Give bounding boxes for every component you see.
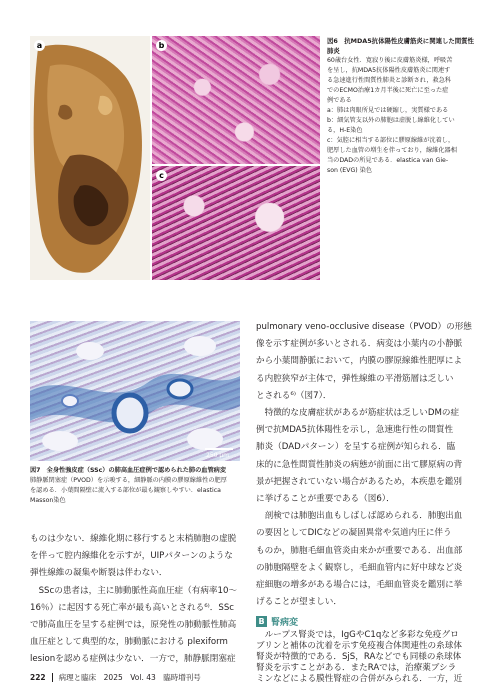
page-number: 222	[30, 673, 46, 682]
body-line: 16％）に起因する死亡率が最も高いとされる⁶⁾．SSc	[30, 602, 235, 613]
body-line: ものか，肺胞毛細血管炎由来かが重要である．出血部	[256, 545, 463, 556]
figure6-caption-line: 肥厚した血管の増生を伴っており，線維化器相	[327, 147, 457, 154]
body-line: に挙げることが重要である（図6）．	[256, 494, 395, 505]
body-line: 症細胞の増多がある場合には，毛細血管炎を鑑別に挙	[256, 580, 463, 591]
body-line: を伴って腔内線維化を示すが，UIPパターンのような	[30, 551, 233, 562]
gross-lung-image	[30, 36, 150, 280]
body-line: げることが望ましい．	[256, 597, 342, 608]
section-title: 腎病変	[271, 618, 299, 628]
body-line: ブリンと補体の沈着を示す免疫複合体関連性の糸球体	[256, 641, 462, 651]
figure6-caption	[327, 36, 477, 176]
body-line: 例で抗MDA5抗体陽性を示し，急速進行性の間質性	[256, 425, 454, 436]
figure7-caption	[30, 466, 245, 506]
figure6c-evg-stain-micrograph	[152, 166, 320, 280]
body-line: 弾性線維の凝集や断裂は伴わない．	[30, 568, 168, 579]
body-line: 剖検では肺胞出血もしばしば認められる．肺胞出血	[256, 511, 463, 522]
figure6b-he-stain-micrograph	[152, 36, 320, 164]
body-line: pulmonary veno-occlusive disease（PVOD）の形態	[256, 322, 472, 332]
page-footer	[30, 672, 201, 683]
left-column-body	[30, 531, 245, 669]
figure6a-gross-lung-photo	[30, 36, 150, 280]
section-number-badge: B	[256, 616, 267, 627]
body-line: の肺胞隔壁をよく観察し，毛細血管内に好中球など炎	[256, 562, 463, 573]
body-line: 像を示す症例が多いとされる．病変は小葉内の小静脈	[256, 339, 463, 350]
figure6-caption-line: c：気腔に相当する部位に膠原線維が沈着し，	[327, 137, 455, 144]
figure6-caption-line: 当のDADの所見である．elastica van Gie-	[327, 157, 449, 164]
body-line: 腎炎が特徴的である．SjS，RAなどでも同様の糸球体	[256, 652, 462, 662]
right-column-body-bottom	[256, 630, 471, 685]
scale-bar	[205, 448, 233, 450]
figure6-caption-line: でのECMO治療1カ月半後に死亡に至った症	[327, 87, 449, 94]
body-line: とされる⁶⁾（図7）．	[256, 390, 332, 401]
panel-label-c: c	[156, 170, 167, 181]
body-line: 肺炎（DADパターン）を呈する症例が知られる．臨	[256, 442, 456, 453]
journal-name: 病理と臨床 2025 Vol. 43 臨時増刊号	[58, 673, 201, 682]
body-line: の要因としてDICなどの凝固異常や気道内圧に伴う	[256, 528, 452, 539]
body-line: から小葉間静脈において，内膜の膠原線維性肥厚によ	[256, 356, 463, 367]
body-line: 特徴的な皮膚症状があるが筋症状は乏しいDMの症	[256, 408, 460, 419]
body-line: で肺高血圧を呈する症例では，原発性の肺動脈性肺高	[30, 620, 237, 631]
figure6-caption-line: 60歳台女性．寛寂り後に皮膚筋炎様，呼吸苦	[327, 57, 453, 64]
body-line: 腎炎を示すことがある．またRAでは，治療薬ブシラ	[256, 663, 457, 673]
figure7-masson-stain-micrograph	[30, 321, 240, 461]
vessel-lesion-image	[30, 321, 240, 461]
figure6-caption-line: る，H-E染色	[327, 127, 363, 134]
body-line: ループス腎炎では，IgGやC1qなど多彩な免疫グロ	[256, 630, 459, 640]
figure7-caption-line: Masson染色	[30, 497, 66, 504]
figure6-caption-line: son (EVG) 染色	[327, 167, 373, 174]
body-line: る内腔狭窄が主体で，弾性線維の平滑筋層は乏しい	[256, 373, 454, 384]
panel-label-a: a	[34, 40, 45, 51]
figure7-caption-line: を認める．小葉間隔壁に流入する部位が最も観察しやすい．elastica	[30, 487, 221, 494]
section-heading	[256, 615, 298, 628]
figure6-caption-line: 例である	[327, 97, 352, 104]
body-line: 血圧症として典型的な，肺動脈における plexiform	[30, 637, 228, 648]
figure6-caption-line: る急速進行性間質性肺炎と診断され，救急科	[327, 77, 452, 84]
body-line: ミンなどによる膜性腎症の合併がみられる．一方，近	[256, 674, 463, 684]
figure6-caption-line: a：肺は肉眼所見では硬縮し，実質様である	[327, 107, 449, 114]
figure6-caption-line: b：細気管支以外の肺胞は虚脱し線維化してい	[327, 117, 455, 124]
right-column-body	[256, 319, 471, 611]
body-line: 床的に急性間質性肺炎の病態が前面に出て膠原病の背	[256, 459, 463, 470]
figure6-caption-line: を呈し，抗MDA5抗体陽性皮膚筋炎に関連す	[327, 67, 451, 74]
footer-divider	[52, 673, 53, 682]
panel-label-b: b	[156, 40, 167, 51]
figure7-caption-title: 図7 全身性強皮症（SSc）の肺高血圧症例で認められた肺の血管病変	[30, 467, 227, 474]
figure7-caption-line: 肺静脈閉塞症（PVOD）を示唆する，細静脈の内膜の膠原線維性の肥厚	[30, 477, 227, 484]
body-line: SScの患者は，主に肺動脈性高血圧症（有病率10〜	[30, 585, 238, 596]
figure6-caption-title: 図6 抗MDA5抗体陽性皮膚筋炎に関連した間質性肺炎	[327, 37, 474, 55]
body-line: ものは少ない．線維化期に移行すると末梢肺胞の虚脱	[30, 534, 237, 544]
body-line: 景が把握されていない場合があるため，本疾患を鑑別	[256, 476, 462, 487]
scale-bar-label: 250 μm	[206, 452, 230, 459]
body-line: lesionを認める症例は少ない．一方で，肺静脈閉塞症	[30, 654, 236, 665]
